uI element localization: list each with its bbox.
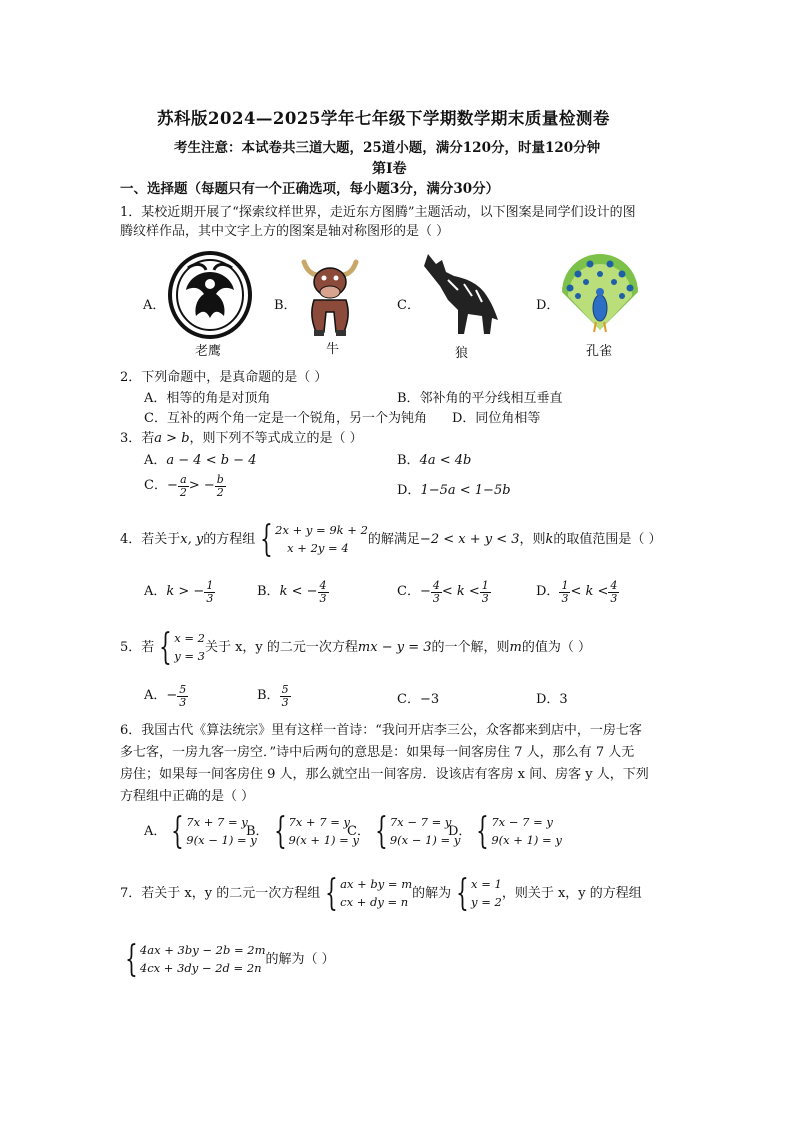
volume-heading: 第Ⅰ卷 <box>372 161 407 177</box>
q3-a-expr: a − 4 < b − 4 <box>166 453 257 468</box>
howling-wolf-icon <box>418 250 502 340</box>
q1-option-c-label: 狼 <box>455 346 469 361</box>
q3-a-letter: A． <box>144 453 167 468</box>
q2-option-a: A．相等的角是对顶角 <box>144 391 271 406</box>
q1-stem-line2: 腾纹样作品，其中文字上方的图案是轴对称图形的是（ ） <box>120 224 450 239</box>
q2-option-c: C．互补的两个角一定是一个锐角，另一个为钝角 <box>144 411 427 426</box>
q6-stem-line4: 方程组中正确的是（ ） <box>120 789 255 804</box>
section-heading: 一、选择题（每题只有一个正确选项，每小题3分，满分30分） <box>120 181 500 197</box>
q4-option-c: C． − $\frac{4}{3}$ < k < $\frac{1}{3}$ <box>397 579 489 605</box>
q5-option-a: A． − $\frac{5}{3}$ <box>144 683 187 709</box>
q7-system-2: { 4ax + 3by − 2b = 2m 4cx + 3dy − 2d = 2n <box>125 939 266 980</box>
q1-option-d-letter: D． <box>536 298 560 313</box>
q4-option-b: B． k < − $\frac{4}{3}$ <box>257 579 327 605</box>
q5-stem: 5．若 { x = 2 y = 3 关于 x，y 的二元一次方程 mx − y = 3 的一个解，则 m 的值为（ ） <box>120 627 591 668</box>
q3-b-letter: B． <box>397 453 420 468</box>
q5-solution-system: { x = 2 y = 3 <box>159 627 205 668</box>
q4-option-a: A． k > − $\frac{1}{3}$ <box>144 579 214 605</box>
q3-option-a <box>144 453 256 469</box>
q1-option-d-label: 孔雀 <box>586 344 613 359</box>
q1-option-c-letter: C． <box>397 298 420 313</box>
q3-d-expr: 1−5a < 1−5b <box>420 483 511 498</box>
q4-stem-mid2: 的解满足 <box>367 531 420 547</box>
bull-icon <box>298 252 362 340</box>
q3-b-expr: 4a < 4b <box>419 453 472 468</box>
q1-option-a-label: 老鹰 <box>195 344 222 359</box>
q3-stem-prefix: 3．若 <box>120 431 155 446</box>
q4-stem <box>120 519 662 560</box>
q4-condition: −2 < x + y < 3 <box>419 531 520 547</box>
q3-stem <box>120 431 363 447</box>
q3-c-frac-b: $\frac{b}{2}$ <box>216 473 224 499</box>
q3-stem-suffix: ，则下列不等式成立的是（ ） <box>189 431 363 446</box>
peacock-icon <box>558 252 642 336</box>
q3-option-b <box>397 453 471 469</box>
q7-stem: 7．若关于 x，y 的二元一次方程组 { ax + by = m cx + dy = n 的解为 { x = 1 y = 2 ，则关于 x，y 的方程组 <box>120 873 642 914</box>
q3-condition: a > b <box>154 431 190 446</box>
q1-option-b-label: 牛 <box>326 342 340 357</box>
q5-option-d: D．3 <box>536 692 568 707</box>
q6-stem-line2: 多七客，一房九客一房空．”诗中后两句的意思是：如果每一间客房住 7 人，那么有 7 人无 <box>120 745 635 760</box>
q2-option-d: D．同位角相等 <box>452 411 541 426</box>
q1-stem-line1: 1．某校近期开展了“探索纹样世界，走近东方图腾”主题活动，以下图案是同学们设计的图 <box>120 205 636 220</box>
q5-option-c: C．−3 <box>397 692 440 707</box>
q6-option-a: A． { 7x + 7 = y 9(x − 1) = y <box>144 811 257 852</box>
q1-option-a-letter: A． <box>143 298 166 313</box>
q7-solution: { x = 1 y = 2 <box>456 873 502 914</box>
q4-stem-prefix: 4．若关于 <box>120 531 181 547</box>
q6-stem-line1: 6．我国古代《算法统宗》里有这样一首诗：“我问开店李三公，众客都来到店中，一房七客 <box>120 723 642 738</box>
q3-c-letter: C． <box>144 477 167 493</box>
q1-option-b-letter: B． <box>274 298 297 313</box>
q4-option-d: D． $\frac{1}{3}$ < k < $\frac{4}{3}$ <box>536 579 618 605</box>
eagle-totem-icon <box>168 250 252 340</box>
q6-stem-line3: 房住；如果每一间客房住 9 人，那么就空出一间客房．设该店有客房 x 间、房客 y 人，下列 <box>120 767 649 782</box>
page-title: 苏科版2024—2025学年七年级下学期数学期末质量检测卷 <box>157 109 610 128</box>
q6-option-d: D． { 7x − 7 = y 9(x + 1) = y <box>448 811 562 852</box>
q3-option-d <box>397 483 511 499</box>
q4-k: k <box>545 531 554 547</box>
q6-option-c: C． { 7x − 7 = y 9(x − 1) = y <box>347 811 461 852</box>
q4-vars: x, y <box>180 531 204 547</box>
q7-system-1: { ax + by = m cx + dy = n <box>325 873 413 914</box>
q4-equation-system: { 2x + y = 9k + 2 x + 2y = 4 <box>260 519 368 560</box>
q3-c-frac-a: $\frac{a}{2}$ <box>179 473 187 499</box>
q6-option-b: B． { 7x + 7 = y 9(x + 1) = y <box>246 811 359 852</box>
q4-stem-suffix: 的取值范围是（ ） <box>553 531 662 547</box>
q4-stem-mid3: ，则 <box>519 531 546 547</box>
q3-option-c <box>144 474 226 498</box>
exam-notice: 考生注意：本试卷共三道大题，25道小题，满分120分，时量120分钟 <box>174 140 601 156</box>
q7-stem-continued: { 4ax + 3by − 2b = 2m 4cx + 3dy − 2d = 2n 的解为（ ） <box>120 942 335 978</box>
q5-option-b: B． $\frac{5}{3}$ <box>257 683 289 709</box>
q2-option-b: B．邻补角的平分线相互垂直 <box>397 391 563 406</box>
q3-d-letter: D． <box>397 483 421 498</box>
q2-stem: 2．下列命题中，是真命题的是（ ） <box>120 370 328 385</box>
q3-c-minus: − <box>166 477 178 493</box>
q4-stem-mid: 的方程组 <box>203 531 256 547</box>
q3-c-gt: > − <box>188 477 215 493</box>
